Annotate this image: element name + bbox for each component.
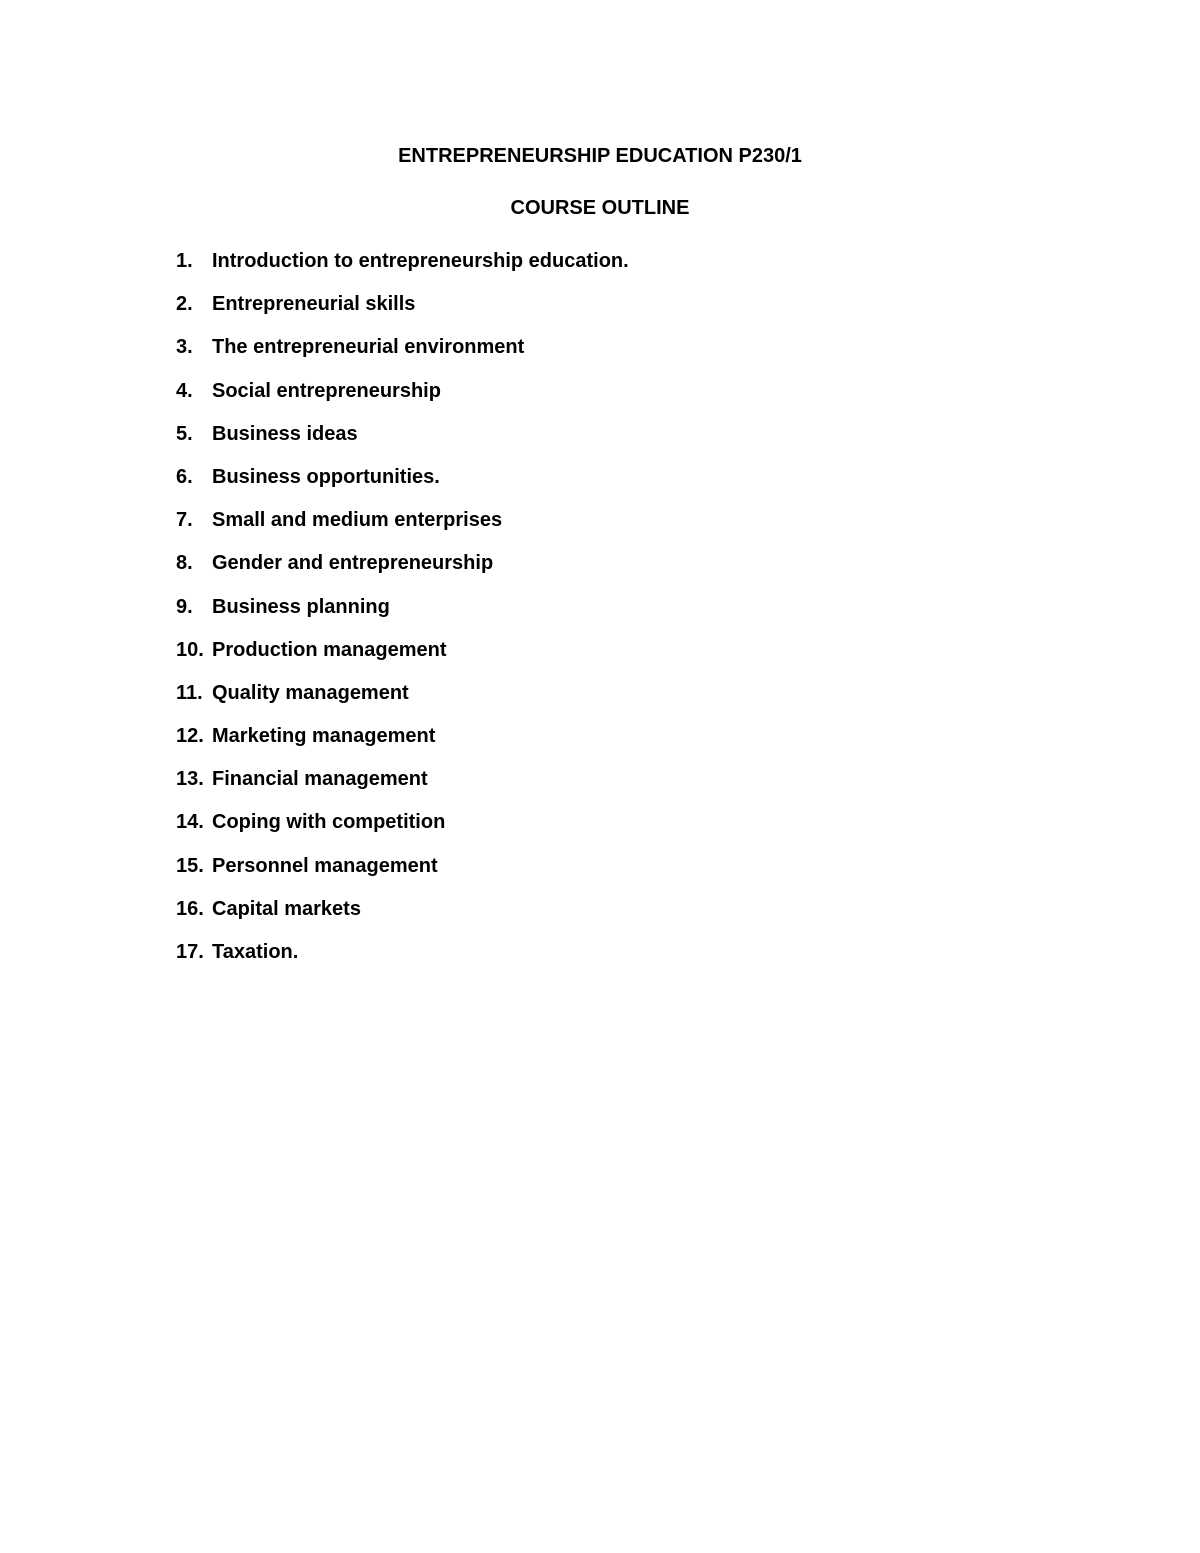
list-item bbox=[176, 248, 629, 291]
item-number: 9. bbox=[176, 595, 193, 618]
item-text: Entrepreneurial skills bbox=[212, 293, 416, 316]
list-item bbox=[176, 637, 629, 680]
list-item bbox=[176, 853, 629, 896]
list-item bbox=[176, 334, 629, 377]
item-text: Small and medium enterprises bbox=[212, 509, 503, 532]
item-text: Financial management bbox=[212, 768, 428, 791]
item-text: Business opportunities. bbox=[212, 465, 440, 488]
item-number: 13. bbox=[176, 768, 204, 791]
list-item bbox=[176, 723, 629, 766]
item-number: 5. bbox=[176, 422, 193, 445]
list-item bbox=[176, 939, 629, 982]
item-text: Business ideas bbox=[212, 422, 358, 445]
item-text: The entrepreneurial environment bbox=[212, 336, 525, 359]
item-text: Quality management bbox=[212, 681, 409, 704]
list-item bbox=[176, 809, 629, 852]
list-item bbox=[176, 896, 629, 939]
item-text: Business planning bbox=[212, 595, 390, 618]
item-number: 8. bbox=[176, 552, 193, 575]
item-number: 3. bbox=[176, 336, 193, 359]
list-item bbox=[176, 766, 629, 809]
item-number: 15. bbox=[176, 854, 204, 877]
item-number: 7. bbox=[176, 509, 193, 532]
list-item bbox=[176, 464, 629, 507]
item-text: Production management bbox=[212, 638, 447, 661]
list-item bbox=[176, 421, 629, 464]
item-number: 14. bbox=[176, 811, 204, 834]
list-item bbox=[176, 594, 629, 637]
item-text: Personnel management bbox=[212, 854, 438, 877]
item-number: 4. bbox=[176, 379, 193, 402]
item-number: 12. bbox=[176, 725, 204, 748]
item-number: 17. bbox=[176, 941, 204, 963]
item-text: Marketing management bbox=[212, 725, 436, 748]
list-item bbox=[176, 291, 629, 334]
item-text: Taxation. bbox=[212, 941, 299, 963]
item-text: Coping with competition bbox=[212, 811, 446, 834]
item-number: 10. bbox=[176, 638, 204, 661]
item-number: 1. bbox=[176, 250, 193, 272]
list-item bbox=[176, 378, 629, 421]
item-number: 2. bbox=[176, 293, 193, 316]
list-item bbox=[176, 507, 629, 550]
list-item bbox=[176, 550, 629, 593]
item-number: 11. bbox=[176, 681, 203, 704]
item-text: Introduction to entrepreneurship education. bbox=[212, 250, 629, 272]
list-item bbox=[176, 680, 629, 723]
item-text: Capital markets bbox=[212, 897, 361, 920]
item-number: 16. bbox=[176, 897, 204, 920]
item-text: Gender and entrepreneurship bbox=[212, 552, 494, 575]
item-number: 6. bbox=[176, 465, 193, 488]
item-text: Social entrepreneurship bbox=[212, 379, 441, 402]
document-title: ENTREPRENEURSHIP EDUCATION P230/1 bbox=[398, 145, 802, 167]
course-outline-list bbox=[176, 248, 629, 982]
document-subtitle: COURSE OUTLINE bbox=[510, 197, 690, 219]
